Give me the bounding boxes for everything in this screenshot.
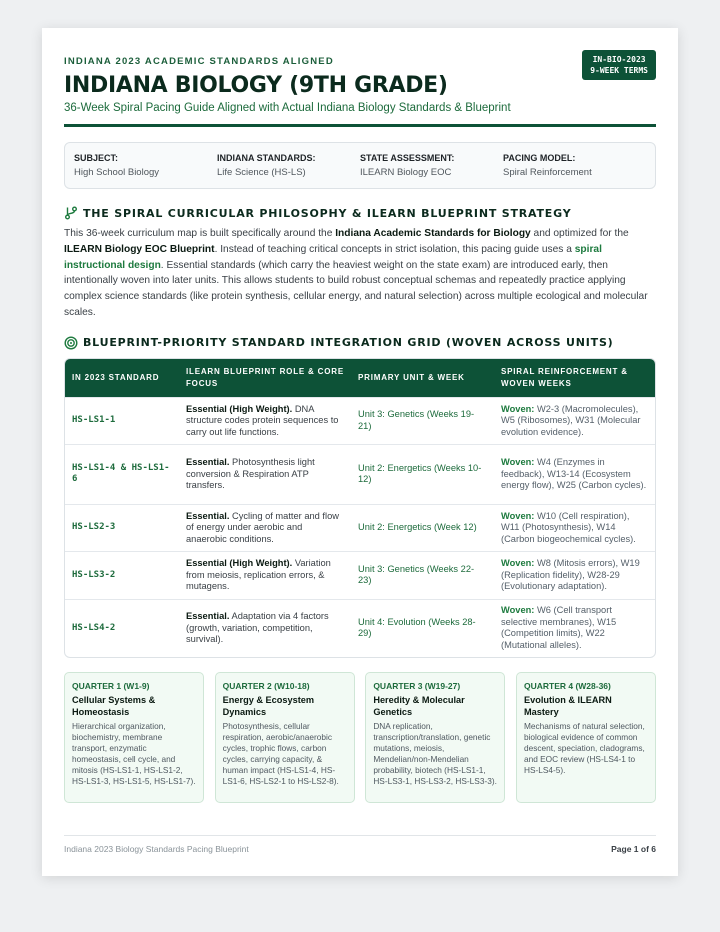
role-cell [179,551,351,599]
git-branch-icon [64,206,78,220]
eyebrow-text: INDIANA 2023 ACADEMIC STANDARDS ALIGNED [64,56,334,67]
text-run: . Essential standards (which carry the heaviest weight on the state exam) are introduced early, then intentionally woven into later units. This allows students to build robust conceptual schemas and repeatedly practice applying complex science standards (like protein synthesis, cellular energy, and natural selection) across multiple ecological and molecular scales. [64,259,648,318]
header-divider [64,124,656,127]
role-cell [179,397,351,444]
quarter-title: Energy & Ecosystem Dynamics [222,694,315,717]
meta-value: Life Science (HS-LS) [217,167,306,178]
page-title: INDIANA BIOLOGY (9TH GRADE) [64,73,448,98]
target-icon [64,336,78,350]
focus-text: DNA structure codes protein sequences to carry out life functions. [186,403,339,437]
unit-cell: Unit 2: Energetics (Weeks 10-12) [351,444,494,504]
text-run: This 36-week curriculum map is built specifically around the [64,228,336,239]
role-label: Essential. [186,457,230,468]
woven-text: W4 (Enzymes in feedback), W13-14 (Ecosystem energy flow), W25 (Carbon cycles). [501,457,647,491]
focus-text: Cycling of matter and flow of energy under aerobic and anaerobic conditions. [186,510,339,544]
grid-heading [64,336,656,350]
table-row [65,504,655,551]
badge-line-1: IN-BIO-2023 [592,55,646,64]
table-row [65,551,655,599]
footer-title: Indiana 2023 Biology Standards Pacing Blueprint [64,844,249,854]
table-row [65,444,655,504]
page-footer [64,835,656,854]
quarter-title: Cellular Systems & Homeostasis [72,694,156,717]
focus-text: Variation from meiosis, replication errors, & mutagens. [186,558,331,592]
woven-cell [494,599,655,657]
woven-label: Woven: [501,457,535,468]
unit-cell: Unit 3: Genetics (Weeks 22-23) [351,551,494,599]
woven-cell [494,551,655,599]
quarter-card-4 [516,672,656,803]
quarter-label: QUARTER 1 (W1-9) [72,680,150,691]
document-page [42,28,678,876]
column-header: PRIMARY UNIT & WEEK [351,359,494,397]
meta-label: STATE ASSESSMENT: [360,153,455,163]
woven-cell [494,444,655,504]
standard-code: HS-LS2-3 [65,504,179,551]
quarter-description: Mechanisms of natural selection, biological evidence of common descent, speciation, cladograms, and EOC review (HS-LS4-1 to HS-LS4-5). [523,720,645,775]
focus-text: Photosynthesis light conversion & Respiration ATP transfers. [186,457,315,491]
philosophy-paragraph [64,226,656,321]
role-cell [179,599,351,657]
meta-info-box [64,142,656,189]
meta-subject [74,153,217,178]
woven-text: W2-3 (Macromolecules), W5 (Ribosomes), W31 (Molecular evolution evidence). [501,403,641,437]
woven-text: W8 (Mitosis errors), W19 (Replication fidelity), W28-29 (Evolutionary adaptation). [501,558,640,592]
page-number: Page 1 of 6 [611,844,656,854]
role-cell [179,444,351,504]
role-cell [179,504,351,551]
quarter-description: Photosynthesis, cellular respiration, aerobic/anaerobic cycles, trophic flows, carbon cycles, carrying capacity, & human impact (HS-LS1-4, HS-LS1-6, HS-LS2-1 to HS-LS2-8). [222,720,339,786]
table-header-row [65,359,655,397]
woven-label: Woven: [501,558,535,569]
column-header: ILEARN BLUEPRINT ROLE & CORE FOCUS [179,359,351,397]
meta-pacing [503,153,646,178]
quarter-description: DNA replication, transcription/translation, genetic mutations, meiosis, Mendelian/non-Mendelian probability, biotech (HS-LS1-1, HS-LS3-1, HS-LS3-2, HS-LS3-3). [373,720,497,786]
table-row [65,599,655,657]
quarters-row [64,672,656,803]
section-title: THE SPIRAL CURRICULAR PHILOSOPHY & ILEARN BLUEPRINT STRATEGY [83,206,572,220]
meta-value: Spiral Reinforcement [503,167,592,178]
quarter-card-2 [215,672,355,803]
philosophy-heading [64,206,656,220]
meta-label: SUBJECT: [74,153,119,163]
standard-code: HS-LS3-2 [65,551,179,599]
unit-cell: Unit 2: Energetics (Week 12) [351,504,494,551]
role-label: Essential (High Weight). [186,558,293,569]
standard-code: HS-LS1-4 & HS-LS1-6 [65,444,179,504]
unit-cell: Unit 3: Genetics (Weeks 19-21) [351,397,494,444]
focus-text: Adaptation via 4 factors (growth, variation, competition, survival). [186,611,329,645]
meta-label: PACING MODEL: [503,153,576,163]
quarter-label: QUARTER 3 (W19-27) [373,680,461,691]
meta-value: High School Biology [74,167,160,178]
highlight-text: spiral instructional design [64,243,602,271]
quarter-label: QUARTER 2 (W10-18) [222,680,310,691]
standard-code: HS-LS4-2 [65,599,179,657]
standards-grid-table [64,358,656,658]
role-label: Essential. [186,611,230,622]
woven-cell [494,504,655,551]
bold-text: Indiana Academic Standards for Biology [335,228,531,239]
badge-line-2: 9-WEEK TERMS [590,66,648,75]
text-run: . Instead of teaching critical concepts in strict isolation, this pacing guide uses a [214,243,575,255]
quarter-title: Evolution & ILEARN Mastery [523,694,612,717]
table-row [65,397,655,444]
bold-text: ILEARN Biology EOC Blueprint [64,243,215,255]
text-run: and optimized for the [530,228,629,239]
column-header: IN 2023 STANDARD [65,359,179,397]
role-label: Essential. [186,510,230,521]
woven-text: W6 (Cell transport selective membranes), W15 (Competition limits), W22 (Mutational alleles). [501,605,617,650]
section-title: BLUEPRINT-PRIORITY STANDARD INTEGRATION GRID (WOVEN ACROSS UNITS) [83,336,614,350]
quarter-title: Heredity & Molecular Genetics [373,694,465,717]
woven-label: Woven: [501,605,535,616]
role-label: Essential (High Weight). [186,403,293,414]
quarter-card-3 [365,672,505,803]
meta-value: ILEARN Biology EOC [360,167,452,178]
woven-cell [494,397,655,444]
standard-code: HS-LS1-1 [65,397,179,444]
woven-label: Woven: [501,510,535,521]
quarter-label: QUARTER 4 (W28-36) [523,680,611,691]
quarter-card-1 [64,672,204,803]
column-header: SPIRAL REINFORCEMENT & WOVEN WEEKS [494,359,655,397]
page-subtitle: 36-Week Spiral Pacing Guide Aligned with Actual Indiana Biology Standards & Blueprint [64,102,511,114]
standards-badge [582,50,656,80]
woven-label: Woven: [501,403,535,414]
unit-cell: Unit 4: Evolution (Weeks 28-29) [351,599,494,657]
quarter-description: Hierarchical organization, biochemistry, membrane transport, enzymatic homeostasis, cell cycle, and mitosis (HS-LS1-1, HS-LS1-2, HS-LS1-3, HS-LS1-5, HS-LS1-7). [72,720,196,786]
woven-text: W10 (Cell respiration), W11 (Photosynthesis), W14 (Carbon biogeochemical cycles). [501,510,636,544]
meta-standards [217,153,360,178]
meta-assessment [360,153,503,178]
meta-label: INDIANA STANDARDS: [217,153,316,163]
